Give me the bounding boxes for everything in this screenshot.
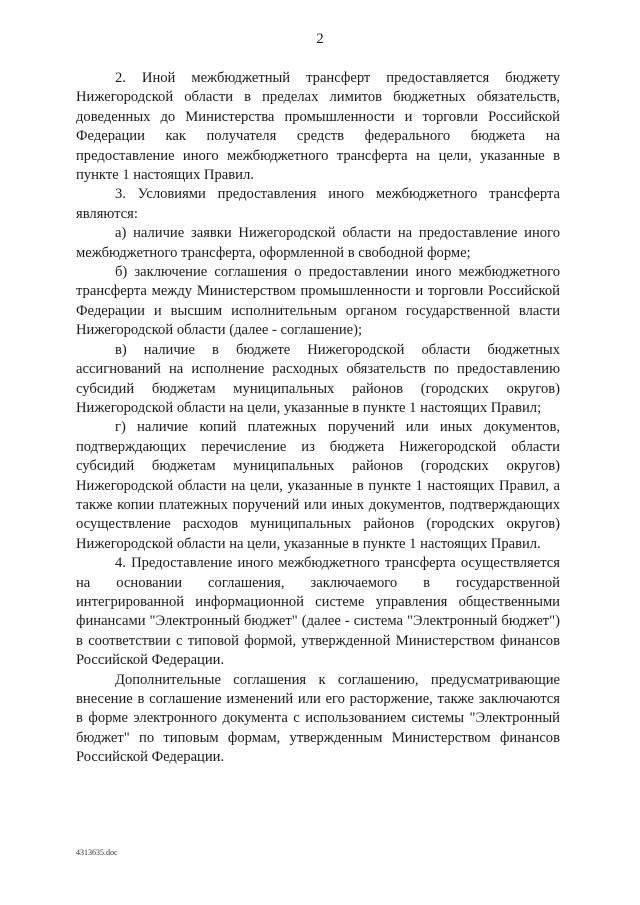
paragraph-item-2: 2. Иной межбюджетный трансферт предоставляется бюджету Нижегородской области в пределах лимитов бюджетных обязательств, доведенных до Министерства промышленности и торговли Российской Федерации как получателя средств федерального бюджета на предоставление иного межбюджетного трансферта на цели, указанные в пункте 1 настоящих Правил. (76, 70, 560, 184)
paragraph-item-3: 3. Условиями предоставления иного межбюджетного трансферта являются: (76, 186, 560, 222)
paragraph-subitem-a: а) наличие заявки Нижегородской области на предоставление иного межбюджетного трансферта, оформленной в свободной форме; (76, 225, 560, 261)
paragraph-subitem-b: б) заключение соглашения о предоставлении иного межбюджетного трансферта между Министерством промышленности и торговли Российской Федерации и высшим исполнительным органом государственной власти Нижегородской области (далее - соглашение); (76, 264, 560, 339)
paragraph-item-4: 4. Предоставление иного межбюджетного трансферта осуществляется на основании соглашения, заключаемого в государственной интегрированной информационной системе управления общественными финансами "Электронный бюджет" (далее - система "Электронный бюджет") в соответствии с типовой формой, утвержденной Министерством финансов Российской Федерации. (76, 555, 560, 669)
paragraph-subitem-g: г) наличие копий платежных поручений или иных документов, подтверждающих перечисление из бюджета Нижегородской области субсидий бюджетам муниципальных районов (городских округов) Нижегородской области на цели, указанные в пункте 1 настоящих Правил, а также копии платежных поручений или иных документов, подтверждающих осуществление расходов муниципальных районов (городских округов) Нижегородской области на цели, указанные в пункте 1 настоящих Правил. (76, 419, 560, 552)
page-number: 2 (316, 31, 324, 47)
document-body (76, 69, 560, 768)
paragraph-subitem-v: в) наличие в бюджете Нижегородской области бюджетных ассигнований на исполнение расходных обязательств по предоставлению субсидий бюджетам муниципальных районов (городских округов) Нижегородской области на цели, указанные в пункте 1 настоящих Правил; (76, 341, 560, 416)
file-reference: 4313635.doc (76, 848, 118, 857)
paragraph-additional-agreements: Дополнительные соглашения к соглашению, предусматривающие внесение в соглашение изменений или его расторжение, также заключаются в форме электронного документа с использованием системы "Электронный бюджет" по типовым формам, утвержденным Министерством финансов Российской Федерации. (76, 671, 560, 766)
